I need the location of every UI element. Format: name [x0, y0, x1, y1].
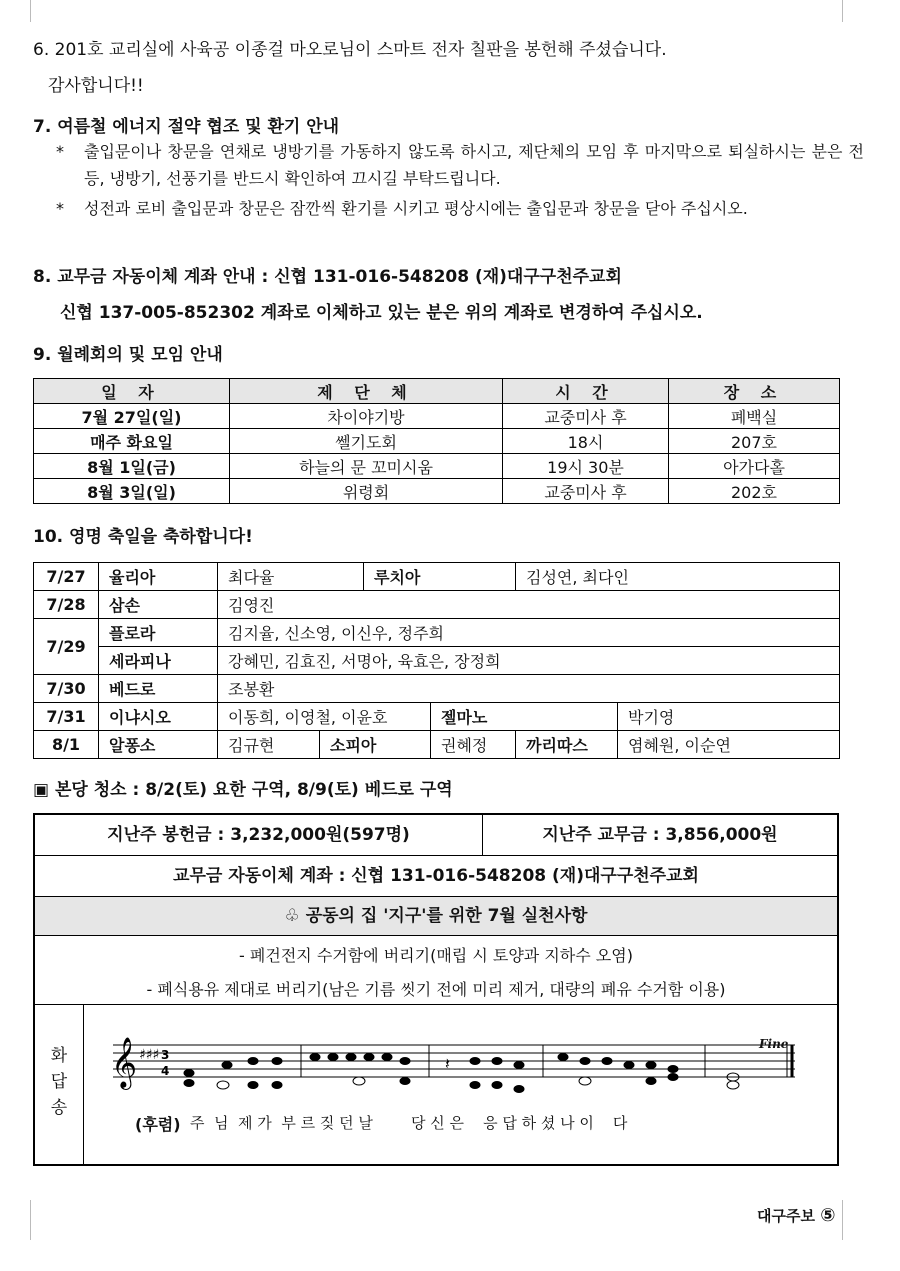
saint-name: 알퐁소: [99, 731, 218, 759]
feast-people: 강혜민, 김효진, 서명아, 육효은, 장정희: [218, 647, 840, 675]
table-row: [34, 479, 840, 504]
bulletin-name: 대구주보: [757, 1207, 815, 1225]
psalm-lyrics: 주 님 제 가 부 르 짖 던 날 당 신 은 응 답 하 셨 나 이 다: [190, 1114, 628, 1132]
last-week-offering: 지난주 봉헌금 : 3,232,000원(597명): [35, 815, 483, 855]
saint-name: 소피아: [320, 731, 431, 759]
meeting-group: 쎌기도회: [230, 429, 503, 454]
feast-people: 염혜원, 이순연: [618, 731, 840, 759]
feast-date: 7/31: [34, 703, 99, 731]
bullet-star: *: [56, 199, 64, 218]
feast-people: 김영진: [218, 591, 840, 619]
box-divider: [35, 1004, 837, 1005]
saint-name: 플로라: [99, 619, 218, 647]
offering-row: [35, 815, 837, 856]
last-week-tithe: 지난주 교무금 : 3,856,000원: [542, 825, 778, 845]
feast-people: 김성연, 최다인: [516, 563, 840, 591]
feast-date: 7/30: [34, 675, 99, 703]
footer-title: [757, 1205, 835, 1226]
saint-name: 베드로: [99, 675, 218, 703]
table-row: [34, 591, 840, 619]
meeting-place: 폐백실: [669, 404, 840, 429]
music-staff: [105, 1023, 805, 1113]
table-header-row: [34, 379, 840, 404]
item7-title: 7. 여름철 에너지 절약 협조 및 환기 안내: [33, 117, 340, 137]
meeting-time: 18시: [503, 429, 669, 454]
crop-mark-top-right: [842, 0, 861, 22]
meeting-table: [33, 378, 840, 504]
fine-marking: Fine: [759, 1037, 789, 1051]
saint-name: 루치아: [364, 563, 516, 591]
table-row: [34, 429, 840, 454]
feast-people: 이동희, 이영철, 이윤호: [218, 703, 431, 731]
page-number: ⑤: [820, 1205, 836, 1226]
crop-mark-top-left: [12, 0, 31, 22]
table-row: [34, 619, 840, 647]
item9-title: 9. 월례회의 및 모임 안내: [33, 345, 223, 365]
eco-line-1: - 폐건전지 수거함에 버리기(매립 시 토양과 지하수 오염): [239, 946, 633, 965]
meeting-group: 위령회: [230, 479, 503, 504]
refrain-label: (후렴): [135, 1115, 181, 1134]
saint-name: 까리따스: [516, 731, 618, 759]
table-row: [34, 404, 840, 429]
item6-line1: 6. 201호 교리실에 사육공 이종걸 마오로님이 스마트 전자 칠판을 봉헌해 주셨습니다.: [33, 40, 667, 60]
saint-name: 젤마노: [431, 703, 618, 731]
meeting-time: 교중미사 후: [503, 404, 669, 429]
feast-people: 박기영: [618, 703, 840, 731]
eco-line-2: - 폐식용유 제대로 버리기(남은 기름 씻기 전에 미리 제거, 대량의 폐유 수거함 이용): [146, 980, 726, 999]
meeting-date: 8월 3일(일): [34, 479, 230, 504]
feast-date: 7/27: [34, 563, 99, 591]
key-signature-sharps: ♯♯♯: [139, 1047, 160, 1063]
eco-title-row: ♧ 공동의 집 '지구'를 위한 7월 실천사항: [35, 897, 837, 936]
item7-bullet-2: [56, 195, 864, 251]
cleaning-notice: ▣ 본당 청소 : 8/2(토) 요한 구역, 8/9(토) 베드로 구역: [33, 780, 453, 800]
saint-name: 이냐시오: [99, 703, 218, 731]
time-signature: 4: [161, 1064, 170, 1078]
responsorial-psalm-label: [35, 1005, 84, 1164]
item7-bullet-2-text: 성전과 로비 출입문과 창문은 잠깐씩 환기를 시키고 평상시에는 출입문과 창문을 닫아 주십시오.: [84, 199, 748, 218]
feast-date: 8/1: [34, 731, 99, 759]
meeting-time: 19시 30분: [503, 454, 669, 479]
feast-people: 김지율, 신소영, 이신우, 정주희: [218, 619, 840, 647]
meeting-place: 아가다홀: [669, 454, 840, 479]
time-signature: 3: [161, 1048, 170, 1062]
item10-title: 10. 영명 축일을 축하합니다!: [33, 527, 253, 547]
treble-clef-icon: 𝄞: [111, 1037, 138, 1088]
header-place: 장 소: [669, 379, 840, 404]
saint-name: 삼손: [99, 591, 218, 619]
header-group: 제 단 체: [230, 379, 503, 404]
feast-date: 7/29: [34, 619, 99, 675]
meeting-group: 차이야기방: [230, 404, 503, 429]
meeting-place: 207호: [669, 429, 840, 454]
psalm-label-char: 화: [50, 1046, 68, 1066]
table-row: [34, 563, 840, 591]
feast-people: 최다율: [218, 563, 364, 591]
tithe-account-row: 교무금 자동이체 계좌 : 신협 131-016-548208 (재)대구구천주교회: [35, 856, 837, 897]
meeting-time: 교중미사 후: [503, 479, 669, 504]
psalm-label-char: 답: [50, 1072, 68, 1092]
table-row: [34, 647, 840, 675]
crop-mark-bottom-right: [842, 1200, 861, 1240]
feast-date: 7/28: [34, 591, 99, 619]
bullet-star: *: [56, 142, 64, 161]
feast-table: [33, 562, 840, 759]
item7-bullet-1-text: 출입문이나 창문을 연채로 냉방기를 가동하지 않도록 하시고, 제단체의 모임 후 마지막으로 퇴실하시는 분은 전등, 냉방기, 선풍기를 반드시 확인하여 끄시길 부탁드립니다.: [84, 142, 864, 188]
info-box: [33, 813, 839, 1166]
item8-line2: 신협 137-005-852302 계좌로 이체하고 있는 분은 위의 계좌로 변경하여 주십시오.: [60, 303, 703, 323]
item7-bullet-1: [56, 138, 864, 194]
table-row: [34, 731, 840, 759]
feast-people: 김규현: [218, 731, 320, 759]
meeting-date: 7월 27일(일): [34, 404, 230, 429]
quarter-rest-icon: 𝄽: [445, 1054, 450, 1073]
feast-people: 권혜정: [431, 731, 516, 759]
header-time: 시 간: [503, 379, 669, 404]
table-row: [34, 454, 840, 479]
item8-title: 8. 교무금 자동이체 계좌 안내 : 신협 131-016-548208 (재)대구구천주교회: [33, 267, 622, 287]
table-row: [34, 675, 840, 703]
item6-line2: 감사합니다!!: [48, 76, 144, 96]
meeting-date: 매주 화요일: [34, 429, 230, 454]
meeting-group: 하늘의 문 꼬미시움: [230, 454, 503, 479]
psalm-label-char: 송: [50, 1098, 68, 1118]
crop-mark-bottom-left: [12, 1200, 31, 1240]
header-date: 일 자: [34, 379, 230, 404]
saint-name: 율리아: [99, 563, 218, 591]
meeting-date: 8월 1일(금): [34, 454, 230, 479]
saint-name: 세라피나: [99, 647, 218, 675]
meeting-place: 202호: [669, 479, 840, 504]
feast-people: 조봉환: [218, 675, 840, 703]
table-row: [34, 703, 840, 731]
